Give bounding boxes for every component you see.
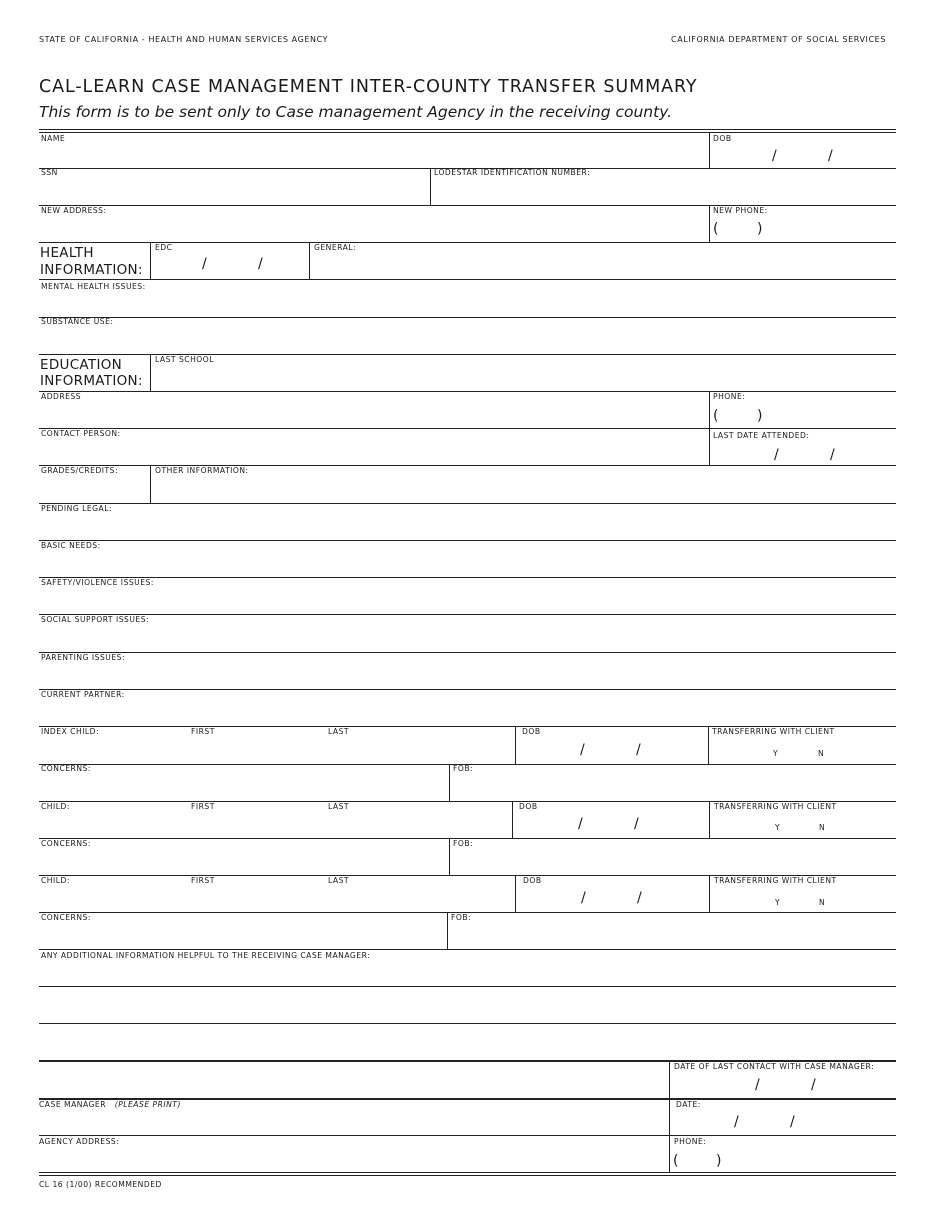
dob-slash: /	[637, 890, 642, 906]
date-slash: /	[830, 447, 835, 463]
current-partner-label: CURRENT PARTNER:	[41, 690, 125, 699]
dob-slash: /	[578, 816, 583, 832]
date-last-contact-label: DATE OF LAST CONTACT WITH CASE MANAGER:	[674, 1062, 875, 1071]
last-name-label: LAST	[328, 876, 350, 885]
new-address-label: NEW ADDRESS:	[41, 206, 107, 215]
form-id: CL 16 (1/00) RECOMMENDED	[39, 1180, 162, 1189]
new-phone-label: NEW PHONE:	[713, 206, 768, 215]
top-rule-double	[39, 132, 896, 133]
transferring-label: TRANSFERRING WITH CLIENT	[712, 727, 835, 736]
form-title: CAL-LEARN CASE MANAGEMENT INTER-COUNTY TRANSFER SUMMARY	[39, 77, 698, 97]
row-divider	[39, 986, 896, 987]
fob-label: FOB:	[453, 764, 474, 773]
parenting-issues-label: PARENTING ISSUES:	[41, 653, 126, 662]
column-divider	[449, 838, 450, 875]
column-divider	[150, 242, 151, 279]
last-name-label: LAST	[328, 727, 350, 736]
last-school-label: LAST SCHOOL	[155, 355, 214, 364]
child-label: CHILD:	[41, 802, 70, 811]
child-dob-label: DOB	[523, 876, 542, 885]
row-divider	[39, 949, 896, 950]
school-phone-label: PHONE:	[713, 392, 746, 401]
form-subtitle: This form is to be sent only to Case management Agency in the receiving county.	[39, 103, 673, 121]
social-support-label: SOCIAL SUPPORT ISSUES:	[41, 615, 150, 624]
first-name-label: FIRST	[191, 802, 215, 811]
dob-slash: /	[580, 742, 585, 758]
column-divider	[430, 168, 431, 205]
row-divider	[39, 391, 896, 392]
column-divider	[709, 391, 710, 465]
row-divider	[39, 317, 896, 318]
row-divider	[39, 1135, 896, 1136]
basic-needs-label: BASIC NEEDS:	[41, 541, 101, 550]
concerns-label: CONCERNS:	[41, 913, 91, 922]
edc-slash: /	[258, 256, 263, 272]
top-rule	[39, 129, 896, 130]
transferring-no: N	[818, 749, 824, 758]
row-divider	[39, 279, 896, 280]
date-slash: /	[734, 1114, 739, 1130]
edc-slash: /	[202, 256, 207, 272]
child-dob-label: DOB	[519, 802, 538, 811]
column-divider	[512, 801, 513, 838]
column-divider	[150, 465, 151, 503]
dob-slash: /	[772, 148, 777, 164]
dob-label: DOB	[713, 134, 732, 143]
pending-legal-label: PENDING LEGAL:	[41, 504, 113, 513]
row-divider	[39, 689, 896, 690]
transferring-no: N	[819, 823, 825, 832]
case-manager-text: CASE MANAGER	[39, 1100, 106, 1109]
column-divider	[709, 875, 710, 912]
additional-info-label: ANY ADDITIONAL INFORMATION HELPFUL TO THE RECEIVING CASE MANAGER:	[41, 951, 371, 960]
transferring-yes: Y	[775, 898, 780, 907]
dob-slash: /	[634, 816, 639, 832]
education-heading-line1: EDUCATION	[40, 357, 123, 373]
date-label: DATE:	[676, 1100, 701, 1109]
agency-address-label: AGENCY ADDRESS:	[39, 1137, 120, 1146]
last-date-attended-label: LAST DATE ATTENDED:	[713, 431, 810, 440]
column-divider	[309, 242, 310, 279]
row-divider	[39, 1023, 896, 1024]
lodestar-label: LODESTAR IDENTIFICATION NUMBER:	[434, 168, 591, 177]
column-divider	[150, 354, 151, 391]
row-divider	[39, 428, 896, 429]
safety-violence-label: SAFETY/VIOLENCE ISSUES:	[41, 578, 154, 587]
bottom-rule	[39, 1172, 896, 1173]
transferring-no: N	[819, 898, 825, 907]
phone-paren-open: (	[673, 1153, 679, 1169]
transferring-yes: Y	[773, 749, 778, 758]
column-divider	[709, 205, 710, 242]
transferring-label: TRANSFERRING WITH CLIENT	[714, 876, 837, 885]
education-heading-line2: INFORMATION:	[40, 373, 143, 389]
bottom-rule-double	[39, 1175, 896, 1176]
row-divider	[39, 503, 896, 504]
column-divider	[515, 726, 516, 764]
transferring-label: TRANSFERRING WITH CLIENT	[714, 802, 837, 811]
date-slash: /	[755, 1077, 760, 1093]
phone-paren-open: (	[713, 221, 719, 237]
ssn-label: SSN	[41, 168, 58, 177]
child-dob-label: DOB	[522, 727, 541, 736]
date-slash: /	[811, 1077, 816, 1093]
column-divider	[709, 801, 710, 838]
date-slash: /	[790, 1114, 795, 1130]
contact-person-label: CONTACT PERSON:	[41, 429, 121, 438]
dob-slash: /	[636, 742, 641, 758]
department-name: CALIFORNIA DEPARTMENT OF SOCIAL SERVICES	[671, 35, 886, 44]
phone-paren-open: (	[713, 408, 719, 424]
dob-slash: /	[828, 148, 833, 164]
first-name-label: FIRST	[191, 876, 215, 885]
child-label: CHILD:	[41, 876, 70, 885]
please-print-note: (PLEASE PRINT)	[114, 1100, 181, 1109]
column-divider	[709, 132, 710, 168]
transferring-yes: Y	[775, 823, 780, 832]
other-information-label: OTHER INFORMATION:	[155, 466, 249, 475]
case-manager-label	[39, 1101, 181, 1109]
phone-paren-close: )	[757, 221, 763, 237]
edc-label: EDC	[155, 243, 173, 252]
index-child-label: INDEX CHILD:	[41, 727, 100, 736]
row-divider	[39, 577, 896, 578]
first-name-label: FIRST	[191, 727, 215, 736]
health-heading-line2: INFORMATION:	[40, 262, 143, 278]
last-name-label: LAST	[328, 802, 350, 811]
column-divider	[447, 912, 448, 949]
phone-paren-close: )	[716, 1153, 722, 1169]
column-divider	[708, 726, 709, 764]
column-divider	[669, 1060, 670, 1172]
substance-use-label: SUBSTANCE USE:	[41, 317, 114, 326]
column-divider	[449, 764, 450, 801]
agency-name: STATE OF CALIFORNIA - HEALTH AND HUMAN SERVICES AGENCY	[39, 35, 329, 44]
school-address-label: ADDRESS	[41, 392, 82, 401]
concerns-label: CONCERNS:	[41, 764, 91, 773]
agency-phone-label: PHONE:	[674, 1137, 707, 1146]
row-divider	[39, 652, 896, 653]
name-label: NAME	[41, 134, 66, 143]
date-slash: /	[774, 447, 779, 463]
general-label: GENERAL:	[314, 243, 357, 252]
mental-health-label: MENTAL HEALTH ISSUES:	[41, 282, 146, 291]
phone-paren-close: )	[757, 408, 763, 424]
fob-label: FOB:	[451, 913, 472, 922]
grades-credits-label: GRADES/CREDITS:	[41, 466, 119, 475]
column-divider	[515, 875, 516, 912]
concerns-label: CONCERNS:	[41, 839, 91, 848]
fob-label: FOB:	[453, 839, 474, 848]
health-heading-line1: HEALTH	[40, 245, 94, 261]
dob-slash: /	[581, 890, 586, 906]
row-divider	[39, 614, 896, 615]
row-divider	[39, 540, 896, 541]
